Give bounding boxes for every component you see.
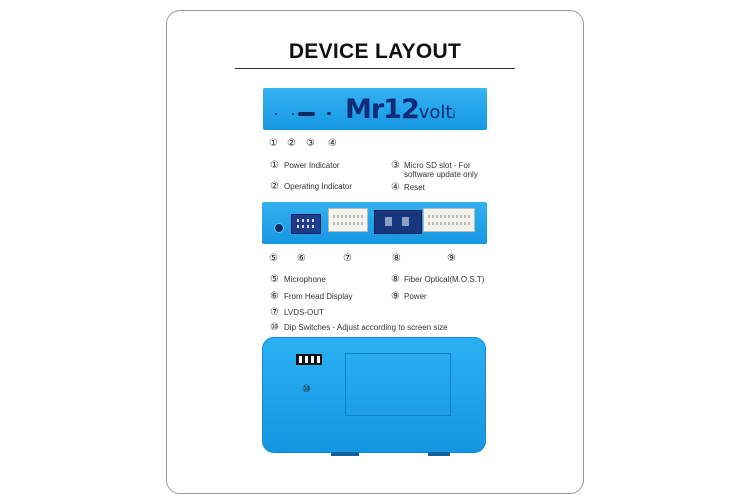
legend-dip-switches: Dip Switches - Adjust according to screen size [284,323,448,332]
legend-reset: Reset [404,183,425,192]
back-callout-8: ⑧ [392,253,401,264]
brand-logo [345,94,456,125]
operating-indicator-led [292,113,294,115]
front-callout-3: ③ [306,138,315,149]
legend-num-3: ③ [391,160,400,171]
legend-power: Power [404,292,427,301]
brand-tail: voltᵢ [418,102,456,123]
back-callout-9: ⑨ [447,253,456,264]
microphone-jack [274,223,284,233]
device-front-panel [263,88,487,130]
power-connector [423,208,475,232]
reset-hole [327,112,331,115]
legend-num-2: ② [270,181,279,192]
device-foot [331,452,359,456]
back-callout-5: ⑤ [269,253,278,264]
front-callout-2: ② [287,138,296,149]
title-underline [235,68,515,69]
back-callout-6: ⑥ [297,253,306,264]
front-callout-4: ④ [328,138,337,149]
legend-num-9: ⑨ [391,291,400,302]
power-indicator-led [275,113,277,115]
legend-lvds-out: LVDS-OUT [284,308,324,317]
legend-num-8: ⑧ [391,274,400,285]
legend-num-10: ⑩ [270,322,279,333]
back-callout-7: ⑦ [343,253,352,264]
device-foot [428,452,450,456]
head-display-connector [291,214,321,234]
page-title: DEVICE LAYOUT [288,40,462,63]
brand-main: Mr12 [345,94,419,125]
device-back-panel [262,202,487,244]
legend-operating-indicator: Operating Indicator [284,182,353,191]
legend-power-indicator: Power Indicator [284,161,340,170]
front-callout-1: ① [269,138,278,149]
legend-microphone: Microphone [284,275,326,284]
legend-fiber-optical: Fiber Optical(M.O.S.T) [404,275,485,284]
legend-head-display: From Head Display [284,292,353,301]
dip-switch-block [296,354,322,365]
micro-sd-slot [298,112,315,116]
legend-num-4: ④ [391,182,400,193]
legend-num-6: ⑥ [270,291,279,302]
legend-micro-sd: Micro SD slot - For software update only [404,161,478,179]
lvds-out-connector [328,208,368,232]
fiber-optical-connector [374,210,422,234]
bottom-callout-10: ⑩ [302,384,311,395]
label-area [345,353,451,416]
legend-num-5: ⑤ [270,274,279,285]
device-bottom-view [262,337,486,453]
legend-num-7: ⑦ [270,307,279,318]
legend-num-1: ① [270,160,279,171]
